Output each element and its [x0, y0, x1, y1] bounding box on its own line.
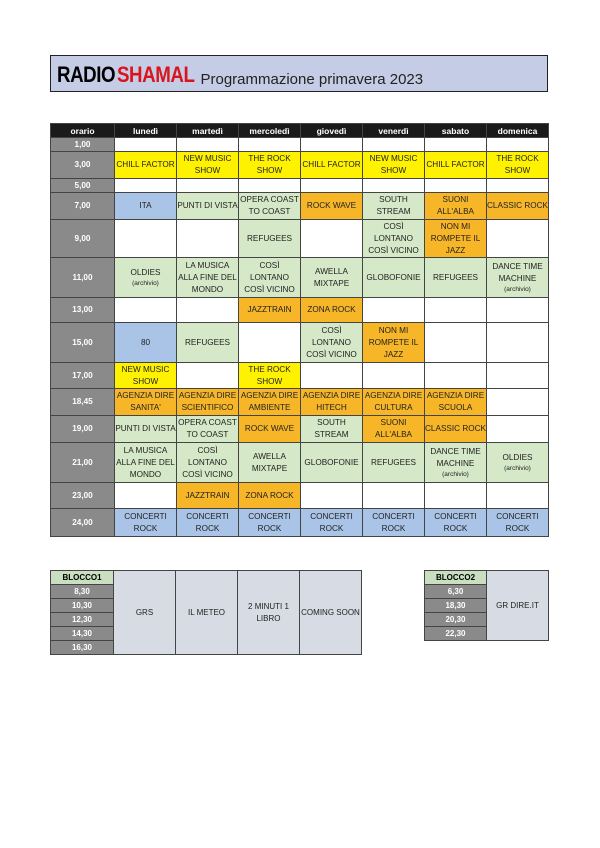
program-cell	[301, 416, 363, 443]
program-cell	[239, 389, 301, 416]
program-cell	[363, 509, 425, 537]
program-cell	[177, 416, 239, 443]
schedule-row	[51, 323, 549, 363]
program-cell	[115, 443, 177, 483]
empty-cell	[177, 363, 239, 389]
empty-cell	[487, 323, 549, 363]
program-name: AGENZIA DIRE AMBIENTE	[240, 391, 299, 412]
empty-cell	[177, 220, 239, 258]
program-name: ROCK WAVE	[306, 201, 357, 210]
program-name: NEW MUSIC SHOW	[369, 154, 418, 175]
column-header-day: domenica	[487, 124, 549, 138]
program-name: REFUGEES	[370, 457, 417, 467]
blocco1-time: 10,30	[51, 599, 114, 613]
brand-radio: RADIO	[57, 62, 116, 87]
program-name: SUONI ALL'ALBA	[374, 418, 413, 439]
program-name: CONCERTI ROCK	[310, 511, 353, 533]
blocco1-program: 2 MINUTI 1 LIBRO	[238, 571, 300, 655]
program-name: COSÌ LONTANO COSÌ VICINO	[244, 260, 295, 294]
program-cell	[239, 258, 301, 298]
program-name: NEW MUSIC SHOW	[121, 364, 170, 386]
program-name: ITA	[139, 201, 152, 210]
empty-cell	[239, 323, 301, 363]
program-name: COSÌ LONTANO COSÌ VICINO	[306, 325, 357, 359]
program-cell	[177, 193, 239, 220]
empty-cell	[177, 298, 239, 323]
time-slot: 17,00	[51, 363, 115, 389]
blocco1-time: 8,30	[51, 585, 114, 599]
empty-cell	[115, 483, 177, 509]
program-name: GLOBOFONIE	[304, 457, 359, 467]
program-name: THE ROCK SHOW	[248, 364, 291, 386]
brand-shamal: SHAMAL	[117, 62, 195, 87]
program-name: CONCERTI ROCK	[124, 511, 167, 533]
program-cell	[425, 509, 487, 537]
program-cell	[487, 443, 549, 483]
program-cell	[301, 298, 363, 323]
time-slot: 19,00	[51, 416, 115, 443]
program-name: COSÌ LONTANO COSÌ VICINO	[182, 445, 233, 479]
program-name: AGENZIA DIRE CULTURA	[364, 391, 423, 412]
program-cell	[177, 483, 239, 509]
program-name: ROCK WAVE	[244, 424, 295, 433]
program-name: THE ROCK SHOW	[248, 154, 291, 175]
blocco2-time: 18,30	[425, 599, 487, 613]
program-name: SUONI ALL'ALBA	[436, 195, 475, 216]
program-cell	[239, 298, 301, 323]
program-cell	[115, 416, 177, 443]
program-cell	[301, 509, 363, 537]
program-cell	[363, 389, 425, 416]
empty-cell	[177, 138, 239, 152]
program-cell	[487, 152, 549, 179]
program-cell	[363, 258, 425, 298]
program-cell	[239, 509, 301, 537]
program-cell	[115, 323, 177, 363]
program-name: DANCE TIME MACHINE	[492, 262, 543, 283]
empty-cell	[115, 179, 177, 193]
program-cell	[301, 193, 363, 220]
blocco1-table	[50, 570, 362, 655]
blocco1-time: 14,30	[51, 627, 114, 641]
time-slot: 11,00	[51, 258, 115, 298]
column-header-day: sabato	[425, 124, 487, 138]
time-slot: 5,00	[51, 179, 115, 193]
blocco1-title: BLOCCO1	[51, 571, 114, 585]
program-cell	[425, 258, 487, 298]
program-name: REFUGEES	[184, 337, 231, 347]
program-cell	[425, 220, 487, 258]
blocco1-time: 12,30	[51, 613, 114, 627]
program-cell	[487, 509, 549, 537]
empty-cell	[363, 179, 425, 193]
time-slot: 7,00	[51, 193, 115, 220]
program-cell	[301, 323, 363, 363]
time-slot: 9,00	[51, 220, 115, 258]
program-name: AWELLA MIXTAPE	[251, 451, 288, 473]
blocco2-time: 6,30	[425, 585, 487, 599]
time-slot: 21,00	[51, 443, 115, 483]
program-cell	[177, 443, 239, 483]
program-name: CONCERTI ROCK	[496, 511, 539, 533]
program-name: REFUGEES	[246, 233, 293, 243]
empty-cell	[363, 483, 425, 509]
program-name: DANCE TIME MACHINE	[430, 447, 481, 468]
title-banner	[50, 55, 548, 92]
program-cell	[487, 258, 549, 298]
time-slot: 24,00	[51, 509, 115, 537]
program-cell	[115, 389, 177, 416]
program-name: CHILL FACTOR	[116, 160, 175, 169]
empty-cell	[301, 138, 363, 152]
program-cell	[301, 258, 363, 298]
empty-cell	[425, 179, 487, 193]
program-cell	[115, 152, 177, 179]
program-cell	[363, 152, 425, 179]
schedule-row	[51, 152, 549, 179]
empty-cell	[425, 323, 487, 363]
empty-cell	[177, 179, 239, 193]
program-cell	[425, 416, 487, 443]
program-name: CLASSIC ROCK	[425, 424, 486, 433]
schedule-row	[51, 298, 549, 323]
program-cell	[425, 389, 487, 416]
program-name: NON MI ROMPETE IL JAZZ	[368, 325, 419, 359]
program-name: CONCERTI ROCK	[372, 511, 415, 533]
program-cell	[177, 152, 239, 179]
program-name: AGENZIA DIRE HITECH	[302, 391, 361, 412]
blocco2-program: GR DIRE.IT	[487, 571, 549, 641]
program-name: CONCERTI ROCK	[186, 511, 229, 533]
program-cell	[487, 193, 549, 220]
empty-cell	[363, 298, 425, 323]
column-header-day: giovedì	[301, 124, 363, 138]
program-name: THE ROCK SHOW	[496, 154, 539, 175]
empty-cell	[487, 138, 549, 152]
program-name: JAZZTRAIN	[247, 305, 292, 314]
program-name: ZONA ROCK	[307, 305, 356, 314]
program-cell	[177, 258, 239, 298]
program-name: GLOBOFONIE	[366, 272, 421, 282]
program-name: AGENZIA DIRE SANITA'	[116, 391, 175, 412]
program-cell	[177, 509, 239, 537]
empty-cell	[301, 483, 363, 509]
schedule-row	[51, 443, 549, 483]
empty-cell	[487, 363, 549, 389]
program-cell	[239, 152, 301, 179]
program-cell	[239, 443, 301, 483]
program-cell	[239, 220, 301, 258]
program-name: CONCERTI ROCK	[434, 511, 477, 533]
schedule-row	[51, 179, 549, 193]
program-cell	[177, 323, 239, 363]
time-slot: 23,00	[51, 483, 115, 509]
program-name: OLDIES	[502, 453, 533, 462]
program-cell	[363, 193, 425, 220]
empty-cell	[115, 138, 177, 152]
time-slot: 1,00	[51, 138, 115, 152]
program-cell	[239, 483, 301, 509]
program-cell	[115, 258, 177, 298]
column-header-day: martedì	[177, 124, 239, 138]
blocco1-time: 16,30	[51, 641, 114, 655]
program-name: SOUTH STREAM	[314, 418, 349, 439]
program-name: PUNTI DI VISTA	[115, 424, 176, 433]
schedule-row	[51, 138, 549, 152]
program-name: COSÌ LONTANO COSÌ VICINO	[368, 221, 419, 255]
column-header-day: mercoledì	[239, 124, 301, 138]
blocco2-time: 20,30	[425, 613, 487, 627]
program-name: OLDIES	[130, 268, 161, 277]
empty-cell	[425, 138, 487, 152]
empty-cell	[115, 220, 177, 258]
program-cell	[425, 193, 487, 220]
program-cell	[115, 193, 177, 220]
empty-cell	[301, 220, 363, 258]
blocco1-program: IL METEO	[176, 571, 238, 655]
program-cell	[177, 389, 239, 416]
program-name: NON MI ROMPETE IL JAZZ	[430, 221, 481, 255]
program-cell	[239, 416, 301, 443]
program-name: REFUGEES	[432, 272, 479, 282]
program-name: JAZZTRAIN	[185, 490, 230, 500]
program-name: NEW MUSIC SHOW	[183, 154, 232, 175]
schedule-row	[51, 258, 549, 298]
program-name: 80	[140, 337, 151, 347]
empty-cell	[301, 363, 363, 389]
time-slot: 18,45	[51, 389, 115, 416]
empty-cell	[487, 179, 549, 193]
program-cell	[363, 323, 425, 363]
program-name: PUNTI DI VISTA	[177, 201, 238, 210]
empty-cell	[363, 138, 425, 152]
program-note: (archivio)	[442, 471, 469, 478]
program-name: CLASSIC ROCK	[487, 201, 548, 210]
program-cell	[363, 220, 425, 258]
empty-cell	[487, 483, 549, 509]
program-cell	[301, 443, 363, 483]
schedule-row	[51, 416, 549, 443]
empty-cell	[425, 483, 487, 509]
program-cell	[363, 416, 425, 443]
empty-cell	[487, 220, 549, 258]
schedule-row	[51, 483, 549, 509]
empty-cell	[487, 389, 549, 416]
empty-cell	[487, 298, 549, 323]
program-cell	[115, 363, 177, 389]
program-name: SOUTH STREAM	[376, 195, 411, 216]
program-name: OPERA COAST TO COAST	[240, 195, 299, 216]
schedule-row	[51, 220, 549, 258]
program-cell	[301, 152, 363, 179]
column-header-day: venerdì	[363, 124, 425, 138]
schedule-row	[51, 509, 549, 537]
program-note: (archivio)	[504, 465, 531, 472]
empty-cell	[425, 298, 487, 323]
program-cell	[425, 443, 487, 483]
program-cell	[425, 152, 487, 179]
schedule-row	[51, 193, 549, 220]
blocco2-title: BLOCCO2	[425, 571, 487, 585]
column-header-orario: orario	[51, 124, 115, 138]
program-cell	[239, 193, 301, 220]
program-cell	[239, 363, 301, 389]
program-name: LA MUSICA ALLA FINE DEL MONDO	[178, 260, 237, 294]
schedule-table	[50, 123, 549, 537]
program-cell	[301, 389, 363, 416]
column-header-day: lunedì	[115, 124, 177, 138]
schedule-row	[51, 389, 549, 416]
program-name: ZONA ROCK	[245, 490, 294, 500]
program-name: LA MUSICA ALLA FINE DEL MONDO	[116, 445, 175, 479]
blocco2-time: 22,30	[425, 627, 487, 641]
blocco2-table	[424, 570, 549, 641]
program-cell	[363, 443, 425, 483]
blocco1-program: COMING SOON	[300, 571, 362, 655]
time-slot: 3,00	[51, 152, 115, 179]
empty-cell	[487, 416, 549, 443]
program-note: (archivio)	[504, 286, 531, 293]
program-name: OPERA COAST TO COAST	[178, 418, 237, 439]
program-cell	[115, 509, 177, 537]
time-slot: 15,00	[51, 323, 115, 363]
page-subtitle: Programmazione primavera 2023	[200, 71, 424, 88]
empty-cell	[239, 138, 301, 152]
program-name: AWELLA MIXTAPE	[313, 266, 350, 288]
empty-cell	[301, 179, 363, 193]
program-name: AGENZIA DIRE SCUOLA	[426, 391, 485, 412]
empty-cell	[115, 298, 177, 323]
blocco1-program: GRS	[114, 571, 176, 655]
schedule-row	[51, 363, 549, 389]
program-name: CHILL FACTOR	[426, 160, 485, 169]
program-name: CHILL FACTOR	[302, 160, 361, 169]
program-name: AGENZIA DIRE SCIENTIFICO	[178, 391, 237, 412]
program-name: CONCERTI ROCK	[248, 511, 291, 533]
empty-cell	[239, 179, 301, 193]
program-note: (archivio)	[132, 280, 159, 287]
empty-cell	[363, 363, 425, 389]
empty-cell	[425, 363, 487, 389]
time-slot: 13,00	[51, 298, 115, 323]
